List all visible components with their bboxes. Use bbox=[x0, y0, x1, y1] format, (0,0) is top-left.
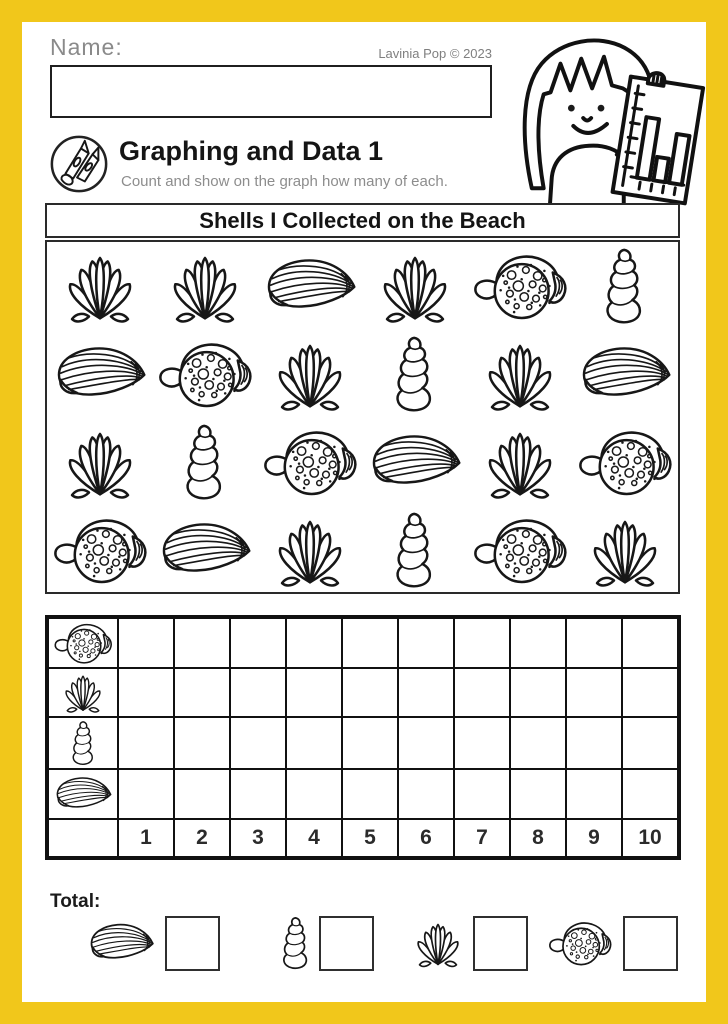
total-group-cone bbox=[84, 910, 220, 976]
girl-holding-bar-chart-illustration bbox=[498, 32, 706, 210]
pictograph-shell bbox=[257, 506, 362, 594]
graph-cell[interactable] bbox=[286, 717, 342, 769]
graph-cell[interactable] bbox=[510, 769, 566, 819]
total-label: Total: bbox=[50, 891, 101, 912]
sea-snail-shell-icon bbox=[469, 249, 571, 323]
graph-cell[interactable] bbox=[174, 668, 230, 718]
graph-row-label-cone bbox=[48, 769, 118, 819]
scallop-shell-icon bbox=[477, 423, 563, 501]
graph-cell[interactable] bbox=[230, 618, 286, 668]
sea-snail-shell-icon bbox=[259, 425, 361, 499]
graph-cell[interactable] bbox=[622, 668, 678, 718]
graph-cell[interactable] bbox=[566, 717, 622, 769]
pictograph-shell bbox=[257, 242, 362, 330]
pictograph-shell bbox=[573, 418, 678, 506]
pictograph-shell bbox=[468, 242, 573, 330]
scallop-shell-icon bbox=[410, 917, 466, 969]
cone-shell-icon bbox=[49, 342, 151, 406]
total-group-spiral bbox=[280, 910, 374, 976]
pictograph-shell bbox=[362, 418, 467, 506]
cone-shell-icon bbox=[364, 430, 466, 494]
graph-number: 6 bbox=[398, 819, 454, 857]
chart-title-bar bbox=[45, 203, 680, 238]
crayons-in-circle-icon bbox=[48, 133, 110, 195]
graph-cell[interactable] bbox=[230, 769, 286, 819]
pictograph-grid bbox=[45, 240, 680, 594]
graph-cell[interactable] bbox=[566, 618, 622, 668]
section-subtitle: Count and show on the graph how many of each. bbox=[121, 173, 448, 190]
spiral-shell-icon bbox=[392, 506, 438, 594]
scallop-shell-icon bbox=[582, 511, 668, 589]
total-box-cone[interactable] bbox=[165, 916, 220, 971]
graph-row-label-spiral bbox=[48, 717, 118, 769]
total-group-sea-snail bbox=[544, 910, 678, 976]
graph-number-empty-cell bbox=[48, 819, 118, 857]
graph-cell[interactable] bbox=[118, 668, 174, 718]
scallop-shell-icon bbox=[372, 247, 458, 325]
sea-snail-shell-icon bbox=[49, 513, 151, 587]
pictograph-shell bbox=[573, 242, 678, 330]
graph-cell[interactable] bbox=[342, 618, 398, 668]
scallop-shell-icon bbox=[477, 335, 563, 413]
graph-grid bbox=[45, 615, 681, 860]
pictograph-shell bbox=[362, 242, 467, 330]
graph-number: 8 bbox=[510, 819, 566, 857]
sea-snail-shell-icon bbox=[469, 513, 571, 587]
scallop-shell-icon bbox=[57, 423, 143, 501]
total-group-scallop bbox=[410, 910, 528, 976]
pictograph-shell bbox=[152, 242, 257, 330]
scallop-shell-icon bbox=[267, 335, 353, 413]
cone-shell-icon bbox=[52, 774, 114, 814]
cone-shell-icon bbox=[154, 518, 256, 582]
spiral-shell-icon bbox=[70, 718, 97, 768]
graph-cell[interactable] bbox=[342, 717, 398, 769]
cone-shell-icon bbox=[574, 342, 676, 406]
sea-snail-shell-icon bbox=[574, 425, 676, 499]
graph-number: 3 bbox=[230, 819, 286, 857]
graph-cell[interactable] bbox=[230, 717, 286, 769]
graph-cell[interactable] bbox=[230, 668, 286, 718]
graph-cell[interactable] bbox=[398, 668, 454, 718]
sea-snail-shell-icon bbox=[154, 337, 256, 411]
pictograph-shell bbox=[47, 242, 152, 330]
spiral-shell-icon bbox=[280, 914, 312, 972]
graph-cell[interactable] bbox=[510, 668, 566, 718]
graph-row-label-sea-snail bbox=[48, 618, 118, 668]
cone-shell-icon bbox=[259, 254, 361, 318]
pictograph-shell bbox=[468, 506, 573, 594]
graph-cell[interactable] bbox=[622, 618, 678, 668]
name-input-box[interactable] bbox=[50, 65, 492, 118]
scallop-shell-icon bbox=[267, 511, 353, 589]
graph-cell[interactable] bbox=[118, 618, 174, 668]
graph-row-label-scallop bbox=[48, 668, 118, 718]
graph-cell[interactable] bbox=[118, 769, 174, 819]
graph-cell[interactable] bbox=[622, 769, 678, 819]
pictograph-shell bbox=[362, 506, 467, 594]
worksheet-inner bbox=[22, 22, 706, 1002]
graph-cell[interactable] bbox=[286, 769, 342, 819]
total-box-sea-snail[interactable] bbox=[623, 916, 678, 971]
pictograph-shell bbox=[257, 418, 362, 506]
graph-number: 10 bbox=[622, 819, 678, 857]
spiral-shell-icon bbox=[602, 242, 648, 330]
pictograph-shell bbox=[47, 506, 152, 594]
graph-cell[interactable] bbox=[622, 717, 678, 769]
graph-number: 7 bbox=[454, 819, 510, 857]
graph-cell[interactable] bbox=[454, 717, 510, 769]
graph-number: 9 bbox=[566, 819, 622, 857]
scallop-shell-icon bbox=[57, 247, 143, 325]
graph-cell[interactable] bbox=[566, 668, 622, 718]
graph-cell[interactable] bbox=[342, 668, 398, 718]
graph-cell[interactable] bbox=[118, 717, 174, 769]
graph-cell[interactable] bbox=[510, 717, 566, 769]
graph-cell[interactable] bbox=[398, 717, 454, 769]
name-label: Name: bbox=[50, 34, 123, 60]
spiral-shell-icon bbox=[392, 330, 438, 418]
graph-cell[interactable] bbox=[398, 769, 454, 819]
graph-cell[interactable] bbox=[174, 769, 230, 819]
chart-title: Shells I Collected on the Beach bbox=[199, 207, 526, 233]
section-title: Graphing and Data 1 bbox=[119, 136, 384, 166]
sea-snail-shell-icon bbox=[544, 918, 616, 968]
graph-cell[interactable] bbox=[510, 618, 566, 668]
graph-cell[interactable] bbox=[174, 618, 230, 668]
graph-cell[interactable] bbox=[286, 618, 342, 668]
totals-row bbox=[22, 910, 706, 980]
graph-number: 5 bbox=[342, 819, 398, 857]
pictograph-shell bbox=[152, 418, 257, 506]
pictograph-shell bbox=[468, 330, 573, 418]
graph-number: 4 bbox=[286, 819, 342, 857]
scallop-shell-icon bbox=[59, 670, 107, 714]
graph-cell[interactable] bbox=[398, 618, 454, 668]
graph-cell[interactable] bbox=[454, 668, 510, 718]
pictograph-shell bbox=[362, 330, 467, 418]
graph-number: 2 bbox=[174, 819, 230, 857]
pictograph-shell bbox=[573, 506, 678, 594]
pictograph-shell bbox=[47, 418, 152, 506]
scallop-shell-icon bbox=[162, 247, 248, 325]
pictograph-shell bbox=[152, 506, 257, 594]
total-box-scallop[interactable] bbox=[473, 916, 528, 971]
spiral-shell-icon bbox=[182, 418, 228, 506]
cone-shell-icon bbox=[84, 920, 158, 966]
pictograph-shell bbox=[468, 418, 573, 506]
sea-snail-shell-icon bbox=[51, 620, 115, 666]
graph-cell[interactable] bbox=[566, 769, 622, 819]
graph-number: 1 bbox=[118, 819, 174, 857]
pictograph-shell bbox=[152, 330, 257, 418]
graph-cell[interactable] bbox=[342, 769, 398, 819]
pictograph-shell bbox=[573, 330, 678, 418]
graph-cell[interactable] bbox=[286, 668, 342, 718]
graph-cell[interactable] bbox=[454, 769, 510, 819]
pictograph-shell bbox=[47, 330, 152, 418]
total-box-spiral[interactable] bbox=[319, 916, 374, 971]
graph-cell[interactable] bbox=[454, 618, 510, 668]
copyright-credit: Lavinia Pop © 2023 bbox=[378, 46, 492, 61]
pictograph-shell bbox=[257, 330, 362, 418]
graph-cell[interactable] bbox=[174, 717, 230, 769]
